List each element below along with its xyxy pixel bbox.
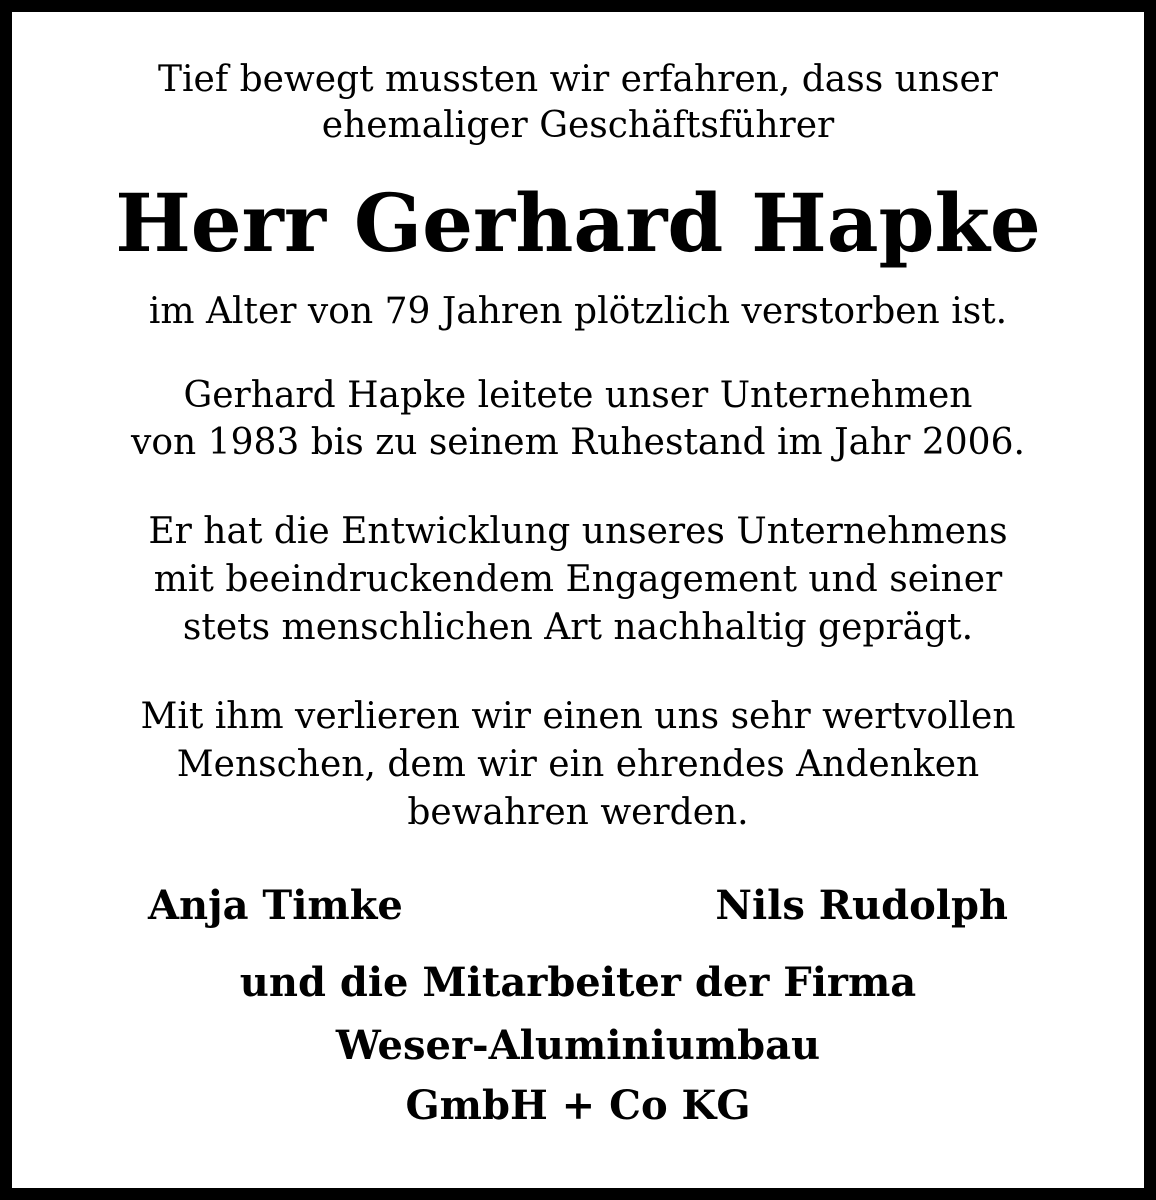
paragraph-1-line-2: von 1983 bis zu seinem Ruhestand im Jahr 2006. (131, 422, 1025, 463)
paragraph-2-line-1: Er hat die Entwicklung unseres Unternehmens (148, 511, 1008, 552)
company-legal-form: GmbH + Co KG (405, 1082, 751, 1129)
paragraph-2-line-2: mit beeindruckendem Engagement und seiner (153, 559, 1003, 600)
paragraph-3-line-2: Menschen, dem wir ein ehrendes Andenken (176, 744, 980, 785)
age-line: im Alter von 79 Jahren plötzlich verstorben ist. (148, 291, 1008, 332)
signatory-right: Nils Rudolph (715, 882, 1008, 929)
paragraph-3-line-1: Mit ihm verlieren wir einen uns sehr wertvollen (140, 696, 1016, 737)
paragraph-2-line-3: stets menschlichen Art nachhaltig geprägt. (182, 607, 974, 648)
paragraph-1-line-1: Gerhard Hapke leitete unser Unternehmen (183, 375, 973, 416)
company-name: Weser-Aluminiumbau (335, 1022, 821, 1069)
intro-line-1: Tief bewegt mussten wir erfahren, dass unser (157, 59, 998, 100)
signatory-left: Anja Timke (148, 882, 403, 929)
intro-line-2: ehemaliger Geschäftsführer (321, 105, 835, 146)
closing-line-1: und die Mitarbeiter der Firma (239, 959, 917, 1006)
paragraph-3-line-3: bewahren werden. (407, 792, 749, 833)
deceased-name: Herr Gerhard Hapke (115, 176, 1041, 270)
